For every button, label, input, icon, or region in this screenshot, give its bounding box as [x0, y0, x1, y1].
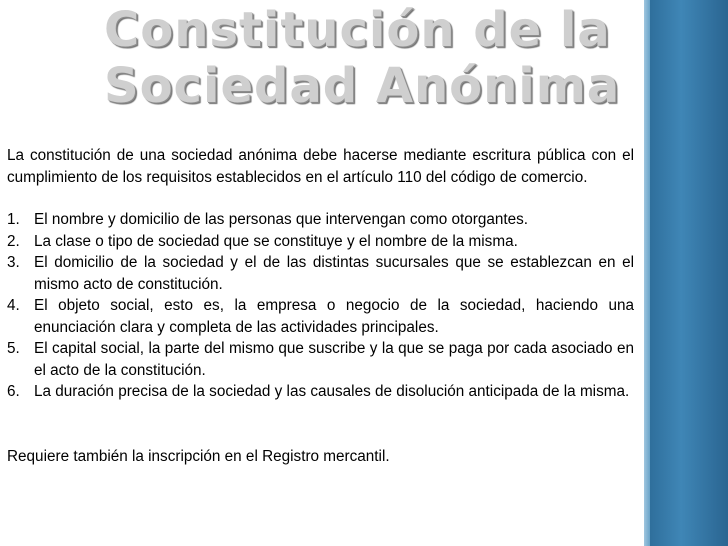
item-text: La clase o tipo de sociedad que se constituye y el nombre de la misma.	[34, 232, 518, 250]
item-number: 6.	[7, 383, 20, 400]
list-item	[7, 338, 634, 381]
item-number: 1.	[7, 211, 20, 228]
list-item	[7, 252, 634, 295]
item-text: La duración precisa de la sociedad y las causales de disolución anticipada de la misma.	[34, 383, 630, 400]
item-number: 3.	[7, 254, 20, 271]
list-item	[7, 209, 634, 231]
item-number: 4.	[7, 297, 20, 314]
item-text: El nombre y domicilio de las personas que intervengan como otorgantes.	[34, 211, 529, 228]
slide-title	[104, 2, 644, 114]
list-item	[7, 231, 634, 253]
item-text: El domicilio de la sociedad y el de las distintas sucursales que se establezcan en el mismo acto de constitución.	[34, 254, 634, 293]
item-text: El objeto social, esto es, la empresa o negocio de la sociedad, haciendo una enunciación clara y completa de las actividades principales.	[34, 297, 634, 336]
footer-note: Requiere también la inscripción en el Registro mercantil.	[7, 447, 390, 465]
list-item	[7, 295, 634, 338]
requirements-list	[7, 209, 634, 403]
title-line-1: Constitución de la	[104, 2, 611, 58]
side-color-band	[650, 0, 728, 546]
item-number: 2.	[7, 232, 20, 250]
item-number: 5.	[7, 340, 20, 357]
list-item	[7, 381, 634, 403]
title-line-2: Sociedad Anónima	[104, 58, 621, 114]
intro-paragraph: La constitución de una sociedad anónima debe hacerse mediante escritura pública con el cumplimiento de los requisitos establecidos en el artículo 110 del código de comercio.	[7, 147, 634, 186]
slide-body	[7, 145, 634, 467]
item-text: El capital social, la parte del mismo que suscribe y la que se paga por cada asociado en el acto de la constitución.	[34, 340, 634, 379]
